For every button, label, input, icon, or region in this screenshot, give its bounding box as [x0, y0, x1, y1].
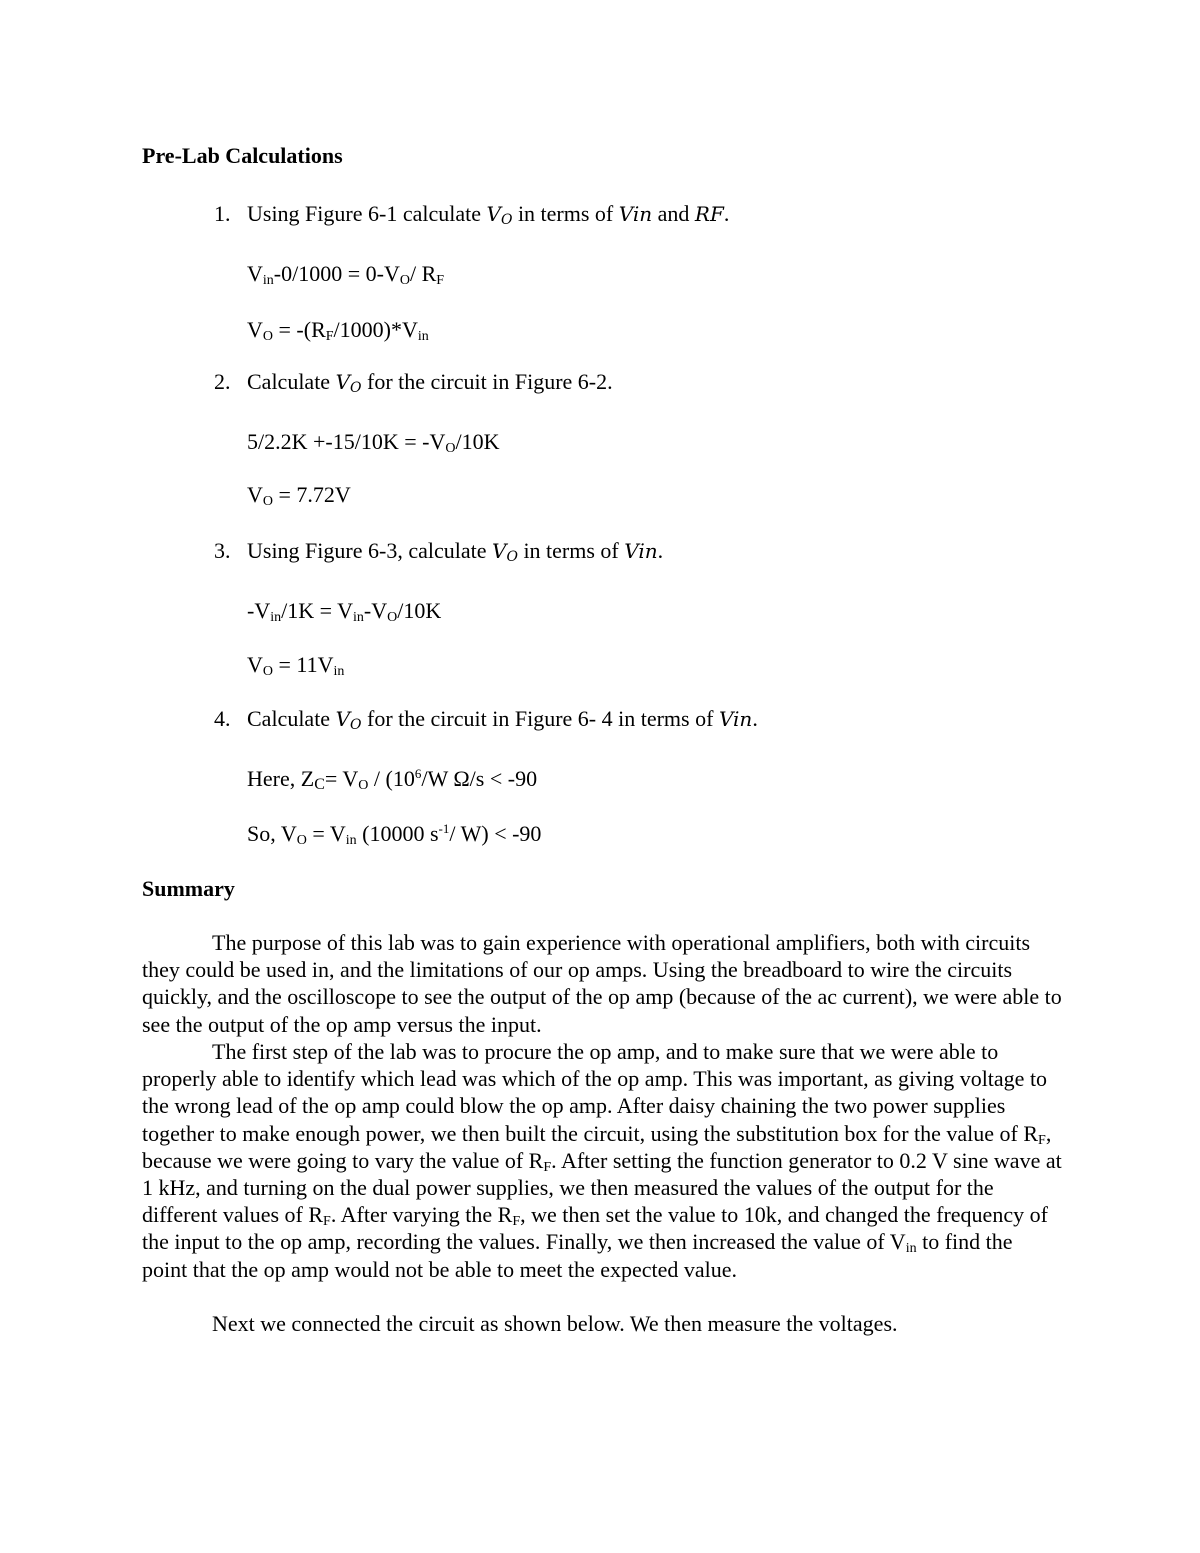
summary-paragraph-3: Next we connected the circuit as shown below. We then measure the voltages.	[212, 1311, 898, 1336]
math-rf: RF	[694, 202, 724, 226]
math-vin: Vin	[624, 539, 658, 563]
question-4: Calculate $V_O$ for the circuit in Figure 6- 4 in terms of Vin.	[247, 706, 758, 733]
list-number: 4.	[214, 706, 231, 731]
summary-paragraph-2: The first step of the lab was to procure the op amp, and to make sure that we were able to properly able to identify which lead was which of the op amp. This was important, as giving voltage to the wrong lead of the op amp could blow the op amp. After daisy chaining the two power supplies together to make enough power, we then built the circuit, using the substitution box for the value of $R_F$, because we were going to vary the value of $R_F$. After setting the function generator to 0.2 V sine wave at 1 kHz, and turning on the dual power supplies, we then measured the values of the output for the different values of $R_F$. After varying the $R_F$, we then set the value to 10k, and changed the frequency of the input to the op amp, recording the values. Finally, we then increased the value of $V_{in}$ to find the point that the op amp would not be able to meet the expected value.	[142, 1039, 1062, 1282]
section-heading-prelab: Pre-Lab Calculations	[142, 143, 343, 168]
question-2: Calculate $V_O$ for the circuit in Figure 6-2.	[247, 369, 613, 396]
math-vin: Vin	[718, 707, 753, 731]
equation-3a: $-V_{in}/1K = V_{in}-V_O/10K$	[247, 598, 442, 625]
equation-4a: Here, $Z_C= V_O / (10^6/W$ Ω/s < -90	[247, 766, 538, 793]
math-vo: $V_O$	[492, 539, 518, 565]
question-3: Using Figure 6-3, calculate $V_O$ in terms of Vin.	[247, 538, 664, 565]
equation-1b: $V_O = -(R_F/1000)*V_{in}$	[247, 317, 429, 344]
equation-4b: So, $V_O = V_{in}$ (10000 $s^{-1}/$ W) < -90	[247, 821, 542, 848]
question-text: and	[652, 201, 695, 226]
math-vo: $V_O$	[486, 202, 513, 228]
question-text: in terms of	[512, 201, 619, 226]
list-number: 3.	[214, 538, 231, 563]
summary-paragraph-1: The purpose of this lab was to gain experience with operational amplifiers, both with circuits they could be used in, and the limitations of our op amps. Using the breadboard to wire the circuits quickly, and the oscilloscope to see the output of the op amp (because of the ac current), we were able to see the output of the op amp versus the input.	[142, 930, 1062, 1037]
equation-2b: $V_O = 7.72V$	[247, 482, 351, 509]
equation-2a: $5/2.2K +-15/10K = -V_O/10K$	[247, 429, 500, 456]
question-text: Using Figure 6-1 calculate	[247, 201, 487, 226]
equation-3b: $V_O = 11V_{in}$	[247, 652, 345, 679]
math-vin: Vin	[618, 202, 653, 226]
equation-1a: $V_{in}-0/1000 = 0-V_O/$ $R_F$	[247, 261, 445, 288]
list-number: 2.	[214, 369, 231, 394]
math-vo: $V_O$	[335, 370, 362, 396]
section-heading-summary: Summary	[142, 876, 235, 901]
math-vo: $V_O$	[335, 707, 362, 733]
question-1: Using Figure 6-1 calculate $V_O$ in terms of Vin and RF.	[247, 201, 730, 228]
list-number: 1.	[214, 201, 231, 226]
